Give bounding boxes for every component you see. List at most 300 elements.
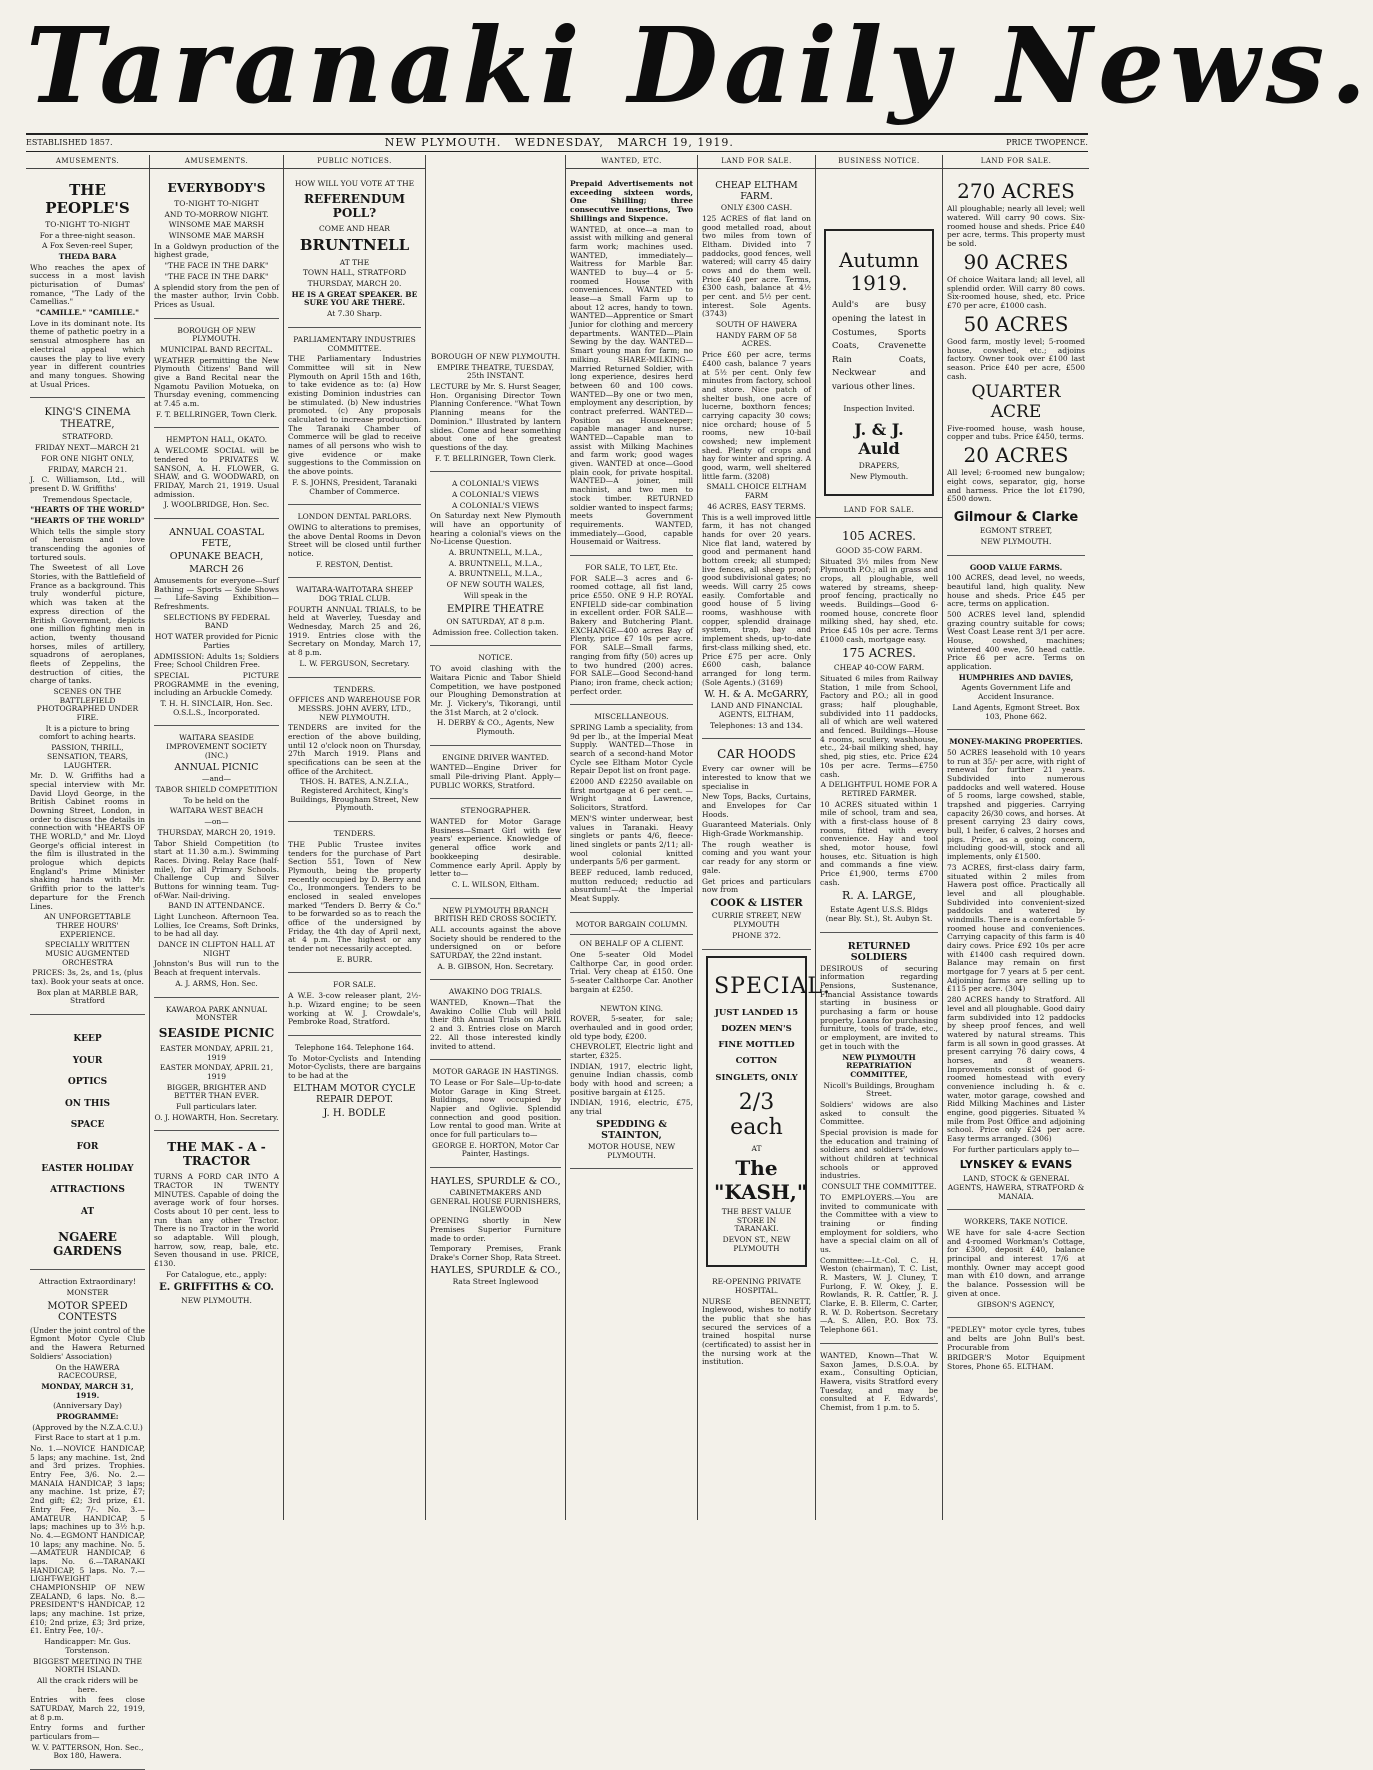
hospital-notice — [702, 1273, 811, 1375]
ad-line: "HEARTS OF THE WORLD" — [30, 515, 145, 525]
ad-line: BOROUGH OF NEW PLYMOUTH. — [430, 352, 561, 361]
ad-text: INDIAN, 1916, electric, £75, any trial — [570, 1098, 693, 1117]
ad-line: JUST LANDED 15 DOZEN MEN'S FINE MOTTLED COTTON SINGLETS, ONLY — [714, 1008, 799, 1083]
section-header: LAND FOR SALE. — [816, 504, 942, 518]
lynskey-ad — [947, 733, 1085, 1210]
ad-line: HUMPHRIES AND DAVIES, — [958, 672, 1074, 682]
ad-text: WANTED for Motor Garage Business—Smart Girl with few years' experience. Knowledge of general office work and bookkeeping desirable. Commence early April. Apply by letter to— — [430, 817, 561, 879]
ad-title: FOR SALE. — [333, 980, 376, 990]
ad-title: EMPIRE THEATRE — [446, 603, 545, 615]
ad-title: THE MAK - A - TRACTOR — [167, 1140, 266, 1169]
large-land-ad — [820, 524, 938, 933]
ad-title: MOTOR GARAGE IN HASTINGS. — [432, 1067, 559, 1077]
column-spacer — [430, 155, 561, 348]
ad-line: W. H. & A. McGARRY, — [704, 689, 809, 701]
ad-title: MONEY-MAKING PROPERTIES. — [949, 737, 1083, 747]
ad-text: WANTED—Engine Driver for small Pile-driving Plant. Apply— PUBLIC WORKS, Stratford. — [430, 763, 561, 790]
ad-line: F. T. BELLRINGER, Town Clerk. — [155, 409, 278, 419]
ad-text: Tabor Shield Competition (to start at 11.30 a.m.). Swimming Races. Diving. Relay Race (half-mile), for all Primary Schools. Challenge Cup and Silver Buttons for winning team. Tug-of-War. Nail-driving. — [154, 838, 279, 900]
ad-text: 280 ACRES handy to Stratford. All level and all ploughable. Good dairy farm subdivided into 12 paddocks by sheep proof fences, and well watered by natural streams. This farm is all sown in good grasses. At present carrying 76 dairy cows, 4 horses, and 8 weaners. Improvements consist of good 6-roomed homestead with every convenience including h. & c. water, motor garage, cowshed and Ridd Milking Machines and Lister engine, good piggeries. Situated ¾ mile from Post Office and adjoining school. Price only £24 per acre. Easy terms arranged. (306) — [947, 995, 1085, 1144]
ad-line: 46 ACRES, EASY TERMS. — [707, 501, 806, 511]
ad-title: 50 ACRES — [963, 311, 1069, 336]
ad-line: FRIDAY NEXT—MARCH 21 — [34, 443, 141, 453]
ad-line: MARCH 26 — [189, 564, 244, 575]
special-singlets-ad — [706, 956, 831, 1268]
ad-line: Admission free. Collection taken. — [432, 627, 559, 637]
ad-line: A. BRUNTNELL, M.L.A., — [448, 569, 543, 579]
ad-text: BRIDGER'S Motor Equipment Stores, Phone 65. ELTHAM. — [947, 1353, 1085, 1371]
ad-text: NURSE BENNETT, Inglewood, wishes to notify the public that she has secured the services of a trained hospital nurse (certificated) to assist her in the nursing work at the institution. — [702, 1296, 811, 1367]
ad-line: "HEARTS OF THE WORLD" — [30, 505, 145, 515]
industries-notice — [288, 331, 421, 505]
column-land-2 — [943, 155, 1089, 1520]
ad-line: Rata Street Inglewood — [452, 1276, 539, 1286]
ad-line: FRIDAY, MARCH 21. — [47, 464, 128, 474]
ad-line: ONLY £300 CASH. — [720, 203, 793, 213]
section-header: BUSINESS NOTICE. — [816, 155, 942, 169]
ad-line: SPECIALLY WRITTEN MUSIC AUGMENTED ORCHESTRA — [44, 940, 131, 967]
everybodys-ad — [154, 175, 279, 318]
ad-line: "CAMILLE." "CAMILLE." — [35, 308, 140, 318]
ad-title: GOOD VALUE FARMS. — [969, 562, 1063, 572]
ad-line: NEW PLYMOUTH. — [980, 536, 1052, 546]
ad-line: PHONE 372. — [732, 930, 781, 940]
ad-line: To be held on the — [183, 795, 250, 805]
ad-line: "THE FACE IN THE DARK" — [164, 271, 269, 281]
ad-line: HOT WATER provided for Picnic Parties — [154, 632, 279, 650]
stenographer-ad — [430, 802, 561, 898]
ad-title: Autumn 1919. — [838, 248, 920, 296]
ad-line: NEW PLYMOUTH REPATRIATION COMMITTEE, — [842, 1052, 916, 1079]
ad-line: THE BEST VALUE STORE IN TARANAKI. — [721, 1206, 792, 1234]
ad-line: AT THE — [339, 257, 370, 267]
ad-line: All the crack riders will be here. — [37, 1675, 138, 1694]
ad-text: THE Parliamentary Industries Committee will sit in New Plymouth on April 15th and 16th, to take evidence as to: (a) How existing Dominion industries can be stimulated. (b) New industries promoted. (c) Any proposals calculated to increase production. The Taranaki Chamber of Commerce will be glad to receive names of all persons who wish to give evidence or make suggestions to the Commission on the above points. — [288, 354, 421, 477]
ad-title: 90 ACRES — [963, 249, 1069, 274]
ad-text: SPECIAL PICTURE PROGRAMME in the evening, including an Arbuckle Comedy. — [154, 670, 279, 698]
ad-text: Amusements for everyone—Surf Bathing — Sports — Side Shows — Life-Saving Exhibition—Refreshments. — [154, 576, 279, 612]
ad-title: EMPIRE THEATRE, TUESDAY, 25th INSTANT. — [436, 362, 554, 381]
ad-line: E. GRIFFITHS & CO. — [159, 1282, 274, 1294]
ad-line: OPUNAKE BEACH, — [169, 550, 264, 562]
ad-line: PROGRAMME: — [56, 1411, 119, 1421]
ad-line: Will speak in the — [463, 590, 528, 600]
waitara-picnic-ad — [154, 729, 279, 997]
ad-line: SOUTH OF HAWERA — [715, 320, 798, 330]
ad-line: —on— — [204, 817, 229, 827]
ad-line: E. BURR. — [336, 954, 373, 964]
ad-title: MISCELLANEOUS. — [594, 712, 669, 722]
ad-text: On Saturday next New Plymouth will have an opportunity of hearing a colonial's views on the No-License Question. — [430, 511, 561, 547]
ad-line: TABOR SHIELD COMPETITION — [155, 785, 278, 795]
ad-line: GOOD 35-COW FARM. — [835, 545, 923, 555]
ad-line: L. W. FERGUSON, Secretary. — [299, 658, 410, 668]
band-recital-notice — [154, 322, 279, 429]
optician-notice — [820, 1347, 938, 1421]
ad-title: KING'S CINEMA THEATRE, — [44, 407, 131, 430]
eltham-farm-ad — [702, 175, 811, 739]
ad-line: HANDY FARM OF 58 ACRES. — [716, 330, 797, 349]
ploughing-notice — [430, 649, 561, 745]
rates-note: Prepaid Advertisements not exceeding sixteen words, One Shilling; three consecutive insertions, Two Shillings and Sixpence. — [570, 179, 693, 223]
eltham-motor-ad — [288, 1039, 421, 1128]
ad-line: WINSOME MAE MARSH — [168, 231, 265, 241]
ad-title: CAR HOODS — [717, 747, 796, 762]
ad-line: Estate Agent U.S.S. Bldgs (near Bly. St.), St. Aubyn St. — [825, 905, 933, 923]
ad-text: 500 ACRES level land, splendid grazing country suitable for cows; West Coast Lease rent 3/1 per acre. House, cowshed, machines; wintered 400 ewe, 50 head cattle. Price £6 per acre. Terms on application. — [947, 609, 1085, 672]
ad-title: MOTOR SPEED CONTESTS — [47, 1300, 128, 1324]
ad-line: CONSULT THE COMMITTEE. — [821, 1182, 937, 1192]
for-sale-ads — [570, 559, 693, 705]
ad-title: QUARTER ACRE — [971, 382, 1061, 423]
ad-title: ENGINE DRIVER WANTED. — [442, 752, 549, 762]
ad-line: A COLONIAL'S VIEWS — [451, 479, 540, 489]
ad-line: Handicapper: Mr. Gus. Torstenson. — [44, 1637, 131, 1655]
ad-text: Mr. D. W. Griffiths had a special interview with Mr. David Lloyd George, in the British Cabinet rooms in Downing Street, London, in order to discuss the details in connection with "HEARTS OF THE WORLD," and Mr. Lloyd George's official interest in the film is illustrated in the prologue which depicts England's Prime Minister shaking hands with Mr. Griffith prior to the latter's departure for the French Lines. — [30, 771, 145, 911]
dateline — [26, 133, 1088, 152]
ad-line: ANNUAL PICNIC — [174, 762, 259, 774]
ad-text: TO EMPLOYERS.—You are invited to communicate with the Committee with a view to training or finding employment for soldiers, who have a special claim on all of us. — [820, 1192, 938, 1254]
kawaroa-ad — [154, 1001, 279, 1132]
ad-line: A Fox Seven-reel Super, — [42, 241, 133, 251]
ad-text: FOURTH ANNUAL TRIALS, to be held at Waverley, Tuesday and Wednesday, March 25 and 26, 1919. Entries close with the Secretary on Monday, March 17, at 8 p.m. — [288, 604, 421, 658]
pedley-ad — [947, 1321, 1085, 1379]
ad-line: ON BEHALF OF A CLIENT. — [579, 939, 684, 949]
ad-line: Box plan at MARBLE BAR, Stratford — [36, 987, 139, 1006]
ad-line: BAND IN ATTENDANCE. — [168, 901, 265, 911]
ad-title: EVERYBODY'S — [167, 181, 266, 196]
ad-text: Five-roomed house, wash house, copper and tubs. Price £450, terms. — [947, 423, 1085, 442]
ad-text: ADMISSION: Adults 1s; Soldiers Free; School Children Free. — [154, 651, 279, 670]
ad-title: THE PEOPLE'S — [45, 181, 130, 217]
ad-text: Johnston's Bus will run to the Beach at frequent intervals. — [154, 959, 279, 978]
ad-text: This is a well improved little farm, it has not changed hands for over 20 years. Nice flat land, watered by good and permanent hand bottom creek; all stumped; live fences, all sheep proof; good subdivisional gates; no weeds. Will carry 25 cows easily. Comfortable and good house of 5 living rooms, washhouse with copper, splendid drainage system, trap, bay and implement sheds, up-to-date first-class milking shed, etc. Price £75 per acre. Only £600 cash, balance arranged for long term. (Sole Agents.) (3169) — [702, 512, 811, 687]
ad-line: HOW WILL YOU VOTE AT THE — [294, 179, 415, 189]
ad-title: RE-OPENING PRIVATE HOSPITAL. — [712, 1277, 801, 1295]
ad-text: Who reaches the apex of success in a most lavish picturisation of Dumas' romance, "The Lady of the Camellias." — [30, 262, 145, 307]
ad-line: On the HAWERA RACECOURSE, — [55, 1362, 120, 1381]
ad-text: £2000 AND £2250 available on first mortgage at 6 per cent. —Wright and Lawrence, Solicitors, Stratford. — [570, 777, 693, 813]
ad-title: WORKERS, TAKE NOTICE. — [964, 1217, 1068, 1227]
ad-text: SPRING Lamb a speciality, from 9d per lb., at the Imperial Meat Supply. WANTED—Those in search of a second-hand Motor Cycle see Eltham Motor Cycle Repair Depot list on front page. — [570, 722, 693, 776]
ad-text: The rough weather is coming and you want your car ready for any storm or gale. — [702, 839, 811, 875]
ad-line: A. BRUNTNELL, M.L.A., — [448, 558, 543, 568]
ad-line: CABINETMAKERS AND GENERAL HOUSE FURNISHERS, INGLEWOOD — [430, 1188, 561, 1215]
ad-line: ON SATURDAY, AT 8 p.m. — [446, 617, 545, 627]
ad-line: W. V. PATTERSON, Hon. Sec., Box 180, Hawera. — [31, 1742, 144, 1761]
ad-line: CHEAP 40-COW FARM. — [833, 663, 925, 673]
ad-text: A W.E. 3-cow releaser plant, 2½-h.p. Wizard engine; to be seen working at W. J. Crowdale's, Pembroke Road, Stratford. — [288, 991, 421, 1027]
ad-title: LONDON DENTAL PARLORS. — [297, 512, 412, 522]
public-trustee-notice — [288, 825, 421, 973]
ad-line: AT — [751, 1143, 762, 1153]
ad-text: OWING to alterations to premises, the above Dental Rooms in Devon Street will be closed until further notice. — [288, 522, 421, 558]
ad-title: WAITARA SEASIDE IMPROVEMENT SOCIETY (INC.) — [166, 733, 267, 760]
ad-line: Inspection Invited. — [843, 403, 915, 413]
ad-line: C. L. WILSON, Eltham. — [451, 879, 540, 889]
town-planning-notice — [430, 348, 561, 472]
ad-text: CHEVROLET, Electric light and starter, £325. — [570, 1042, 693, 1060]
ad-title: HEMPTON HALL, OKATO. — [165, 435, 268, 445]
ad-text: All level; 6-roomed new bungalow; eight cows, separator, gig, horse and harness. Price the lot £1790, £500 down. — [947, 468, 1085, 504]
gilmour-clarke-ad — [947, 175, 1085, 555]
ad-line: THOS. H. BATES, A.N.Z.I.A., Registered Architect, King's Buildings, Brougham Street, New Plymouth. — [290, 777, 419, 813]
humphries-ad — [947, 559, 1085, 731]
fete-ad — [154, 522, 279, 726]
ad-title: 20 ACRES — [963, 443, 1069, 468]
motor-bargain-ads — [570, 916, 693, 1169]
ad-line: O. J. HOWARTH, Hon. Secretary. — [154, 1112, 279, 1122]
ad-line: —and— — [201, 774, 232, 784]
ad-line: DRAPERS, — [858, 461, 900, 471]
ad-line: HAYLES, SPURDLE & CO., — [430, 1264, 561, 1276]
ad-line: AND TO-MORROW NIGHT. — [164, 209, 269, 219]
ad-text: The Sweetest of all Love Stories, with the Battlefield of France as a background. This truly wonderful picture, which was taken at the express direction of the British Government, depicts one million fighting men in action, twenty thousand horses, miles of artillery, squadrons of aeroplanes, fleets of Zeppelins, the destruction of cities, the charge of tanks. — [30, 563, 145, 686]
ad-title: SEASIDE PICNIC — [158, 1025, 275, 1040]
ad-line: LAND AND FINANCIAL AGENTS, ELTHAM, — [710, 701, 803, 719]
ad-text: A splendid story from the pen of the master author, Irvin Cobb. Prices as Usual. — [154, 282, 279, 309]
ad-line: THEDA BARA — [58, 251, 117, 261]
ad-line: MONDAY, MARCH 31, 1919. — [41, 1381, 134, 1400]
section-header: PUBLIC NOTICES. — [284, 155, 425, 169]
returned-soldiers-ad — [820, 936, 938, 1344]
column-business — [816, 155, 943, 1520]
section-header: AMUSEMENTS. — [150, 155, 283, 169]
newspaper-title: Taranaki Daily News. — [26, 4, 1373, 127]
lynskey-name: LYNSKEY & EVANS — [959, 1157, 1073, 1171]
ad-title: TENDERS. — [333, 684, 376, 694]
ad-line: SMALL CHOICE ELTHAM FARM — [706, 482, 807, 501]
ad-line: EASTER MONDAY, APRIL 21, 1919 — [159, 1063, 274, 1081]
ad-title: ELTHAM MOTOR CYCLE REPAIR DEPOT. — [293, 1082, 416, 1105]
section-header: LAND FOR SALE. — [943, 155, 1089, 169]
ad-text: 125 ACRES of flat land on good metalled road, about two miles from town of Eltham. Divided into 7 paddocks, good fences, well watered; will carry 45 dairy cows and do them well. Price £40 per acre. Terms, £300 cash, balance at 4½ per cent. and 5½ per cent. interest. Sole Agents. (3743) — [702, 213, 811, 319]
motor-contests-ad — [30, 1273, 145, 1770]
ad-text: ALL accounts against the above Society should be rendered to the undersigned on or before SATURDAY, the 22nd instant. — [430, 924, 561, 961]
ad-line: WAITARA WEST BEACH — [169, 806, 264, 816]
ad-text: Situated 6 miles from Railway Station, 1 mile from School, Factory and P.O.; all in good grass; half ploughable, subdivided into 11 paddocks, all of which are well watered and fenced. Buildings—House 4 rooms, scullery, washhouse, etc., 24-bail milking shed, hay shed, pig sties, etc. Price £24 10s per acre. Terms—£750 cash. — [820, 673, 938, 779]
hempton-notice — [154, 431, 279, 519]
ad-text: Every car owner will be interested to know that we specialise in — [702, 764, 811, 791]
ad-line: WINSOME MAE MARSH — [168, 220, 265, 230]
ad-text: FOR SALE—3 acres and 6-roomed cottage, all fist land, price £550. ONE 9 H.P. ROYAL ENFIELD side-car combination in excellent order. FOR SALE—Bakery and Butchering Plant. EXCHANGE—400 acres Bay of Plenty, price £7 10s per acre. FOR SALE—Small farms, ranging from fifty (50) acres up to two hundred (200) acres. FOR SALE—Good Second-hand Piano; iron frame, check action; perfect order. — [570, 573, 693, 696]
ad-title: RETURNED SOLDIERS — [847, 940, 911, 963]
ad-line: Telephone 164. Telephone 164. — [295, 1042, 414, 1052]
ad-line: At 7.30 Sharp. — [327, 309, 382, 319]
ad-line: GEORGE E. HORTON, Motor Car Painter, Hastings. — [431, 1140, 560, 1159]
ad-line: DANCE IN CLIFTON HALL AT NIGHT — [158, 940, 275, 958]
ad-line: EASTER MONDAY, APRIL 21, 1919 — [159, 1043, 274, 1062]
red-cross-notice — [430, 902, 561, 981]
ngaere-ad — [30, 1018, 145, 1270]
ad-title: AWAKINO DOG TRIALS. — [448, 987, 543, 997]
ad-line: J. WOOLBRIDGE, Hon. Sec. — [163, 500, 270, 510]
ad-title: MOTOR BARGAIN COLUMN. — [575, 919, 688, 929]
ad-text: Love in its dominant note. Its theme of pathetic poetry in a sensual atmosphere has an electrical appeal which causes the play to live every year in different countries and many tongues. Showing at Usual Prices. — [30, 318, 145, 389]
gilmour-clarke-name: Gilmour & Clarke — [953, 510, 1079, 526]
ad-text: No. 1.—NOVICE HANDICAP, 5 laps; any machine. 1st, 2nd and 3rd prizes. Trophies. Entry Fee, 3/6. No. 2.—MANAIA HANDICAP, 3 laps; any machine. 1st prize, £7; 2nd gift; £2; 3rd prize, £1. Entry Fee, 7/-. No. 3.—AMATEUR HANDICAP, 5 laps; machines up to 3½ h.p. No. 4.—EGMONT HANDICAP, 10 laps; any machine. No. 5.—AMATEUR HANDICAP, 6 laps. No. 6.—TARANAKI HANDICAP, 5 laps. No. 7.—LIGHT-WEIGHT CHAMPIONSHIP OF NEW ZEALAND, 6 laps. No. 8.—PRESIDENT'S HANDICAP, 12 laps; any machine. 1st prize, £10; 2nd prize, £3; 3rd prize, £1. Entry Fee, 10/-. — [30, 1444, 145, 1636]
ad-text: THE Public Trustee invites tenders for the purchase of Part Section 551, Town of New Plymouth, being the property recently occupied by D. Berry and Co., Ironmongers. Tenders to be enclosed in sealed envelopes marked "Tenders D. Berry & Co." to be forwarded so as to reach the office of the undersigned by Friday, the 4th day of April next, at 4 p.m. The highest or any tender not necessarily accepted. — [288, 839, 421, 954]
ad-text: "PEDLEY" motor cycle tyres, tubes and belts are John Bull's best. Procurable from — [947, 1325, 1085, 1352]
ad-line: A COLONIAL'S VIEWS — [451, 500, 540, 510]
ad-title: NEW PLYMOUTH BRANCH BRITISH RED CROSS SOCIETY. — [434, 905, 557, 924]
ad-line: STRATFORD. — [62, 432, 113, 442]
ad-line: Tremendous Spectacle, — [42, 494, 133, 504]
ad-line: TO-NIGHT TO-NIGHT — [174, 199, 259, 209]
ad-line: Land Agents, Egmont Street. Box 103, Phone 662. — [952, 702, 1080, 721]
ad-line: Nicoll's Buildings, Brougham Street. — [823, 1080, 935, 1099]
ad-line: A. B. GIBSON, Hon. Secretary. — [437, 961, 554, 971]
ad-text: Good farm, mostly level; 5-roomed house, cowshed, etc.; adjoins factory. Owner took over £100 last season. Price £40 per acre, £500 cash. — [947, 336, 1085, 381]
ad-line: BOROUGH OF NEW PLYMOUTH. — [177, 325, 256, 344]
ad-line: TO-NIGHT TO-NIGHT — [45, 219, 130, 229]
kash-store-name: The "KASH," — [714, 1156, 808, 1204]
ad-title: SPECIAL. — [714, 973, 831, 999]
ad-line: COOK & LISTER — [710, 897, 803, 909]
column-land-1 — [698, 155, 831, 1520]
ad-line: PRICES: 3s, 2s, and 1s, (plus tax). Book your seats at once. — [31, 968, 144, 987]
ad-text: WANTED, Known—That the Awakino Collie Club will hold their 8th Annual Trials on APRIL 2 and 3. Entries close on March 22. All those interested kindly invited to attend. — [430, 998, 561, 1051]
ad-line: PASSION, THRILL, SENSATION, TEARS, LAUGHTER. — [46, 743, 129, 770]
ad-line: SELECTIONS BY FEDERAL BAND — [163, 612, 270, 631]
ad-line: T. H. H. SINCLAIR, Hon. Sec. O.S.L.S., Incorporated. — [160, 698, 273, 717]
ad-text: Light Luncheon. Afternoon Tea. Lollies, Ice Creams, Soft Drinks, to be had all day. — [154, 912, 279, 939]
ad-text: Temporary Premises, Frank Drake's Corner Shop, Rata Street. — [430, 1244, 561, 1262]
ad-title: PARLIAMENTARY INDUSTRIES COMMITTEE. — [293, 334, 416, 353]
section-header: LAND FOR SALE. — [698, 155, 815, 169]
ad-text: Situated 3½ miles from New Plymouth P.O.; all in grass and crops, all ploughable, well watered by streams, sheep-proof fencing, practically no weeds. Buildings—Good 6-roomed house, concrete floor milking shed, hay shed, etc. Price £45 10s per acre. Terms £1000 cash, mortgage easy. — [820, 556, 938, 644]
ad-line: Telephones: 13 and 134. — [710, 720, 803, 730]
ad-line: MONSTER — [66, 1287, 109, 1297]
ad-text: TENDERS are invited for the erection of the above building, until 12 o'clock noon on Thursday, 27th March 1919. Plans and specifications can be seen at the office of the Architect. — [288, 723, 421, 776]
sheep-dog-notice — [288, 581, 421, 677]
auld-name: J. & J. Auld — [854, 420, 904, 458]
ad-text: Entries with fees close SATURDAY, March 22, 1919, at 8 p.m. — [30, 1695, 145, 1722]
ad-line: OFFICES AND WAREHOUSE FOR MESSRS. JOHN AVERY, LTD., NEW PLYMOUTH. — [288, 695, 421, 722]
ad-line: (Anniversary Day) — [53, 1401, 122, 1411]
ad-text: ROVER, 5-seater, for sale; overhauled and in good order, old type body, £200. — [570, 1014, 693, 1041]
ad-text: Committee:—Lt.-Col. C. H. Weston (chairman), T. C. List, R. Masters, W. J. Cluney, T. Furlong, F. W. Okey, J. E. Rowlands, R. R. Cattler, R. J. Clarke, E. B. Ellerm, C. Carter, R. W. D. Robertson. Secretary—A. S. Allen, P.O. Box 73. Telephone 661. — [820, 1255, 938, 1335]
ad-text: 10 ACRES situated within 1 mile of school, tram and sea, with a first-class house of 8 rooms, fitted with every convenience. Hay and tool shed, motor house, fowl houses, etc. Situation is high and commands a fine view. Price £1,900, terms £700 cash. — [820, 799, 938, 887]
ad-line: BIGGEST MEETING IN THE NORTH ISLAND. — [33, 1656, 142, 1675]
ad-line: F. S. JOHNS, President, Taranaki Chamber of Commerce. — [292, 477, 417, 496]
ad-text: DESIROUS of securing information regarding Pensions, Sustenance, Financial Assistance towards starting in business or purchasing a farm or house property, Loans for purchasing furniture, tools of trade, etc., or employment, are invited to get in touch with the — [820, 963, 938, 1051]
ad-line: SCENES ON THE BATTLEFIELD PHOTOGRAPHED UNDER FIRE. — [36, 687, 139, 723]
ad-text: Which tells the simple story of heroism and love transcending the agonies of tortured souls. — [30, 526, 145, 562]
ad-text: (Under the joint control of the Egmont Motor Cycle Club and the Hawera Returned Soldiers' Association) — [30, 1325, 145, 1361]
column-amusements-2 — [150, 155, 284, 1520]
ad-line: F. T. BELLRINGER, Town Clerk. — [434, 453, 557, 463]
ad-line: J. H. BODLE — [323, 1107, 386, 1119]
column-public-notices-1 — [284, 155, 426, 1520]
ad-title: REFERENDUM POLL? — [303, 191, 406, 220]
ad-text: Soldiers' widows are also asked to consult the Committee. — [820, 1099, 938, 1127]
column-wanted — [566, 155, 698, 1520]
ad-title: ANNUAL COASTAL FETE, — [169, 526, 264, 549]
peoples-ad — [30, 175, 145, 398]
ad-line: CURRIE STREET, NEW PLYMOUTH — [711, 911, 802, 930]
car-hoods-ad — [702, 742, 811, 949]
ad-text: All ploughable; nearly all level; well watered. Will carry 90 cows. Six-roomed house and sheds. Price £40 per acre, terms. This property must be sold. — [947, 204, 1085, 249]
ad-title: MUNICIPAL BAND RECITAL. — [160, 344, 273, 354]
ad-line: OF NEW SOUTH WALES, — [446, 580, 545, 590]
ad-line: H. DERBY & CO., Agents, New Plymouth. — [436, 718, 555, 736]
ad-text: MEN'S winter underwear, best values in Taranaki. Heavy singlets or pants 4/6, fleece-lined singlets or pants 2/11; all-wool colonial knitted underpants 5/6 per garment. — [570, 813, 693, 867]
ad-line: MOTOR HOUSE, NEW PLYMOUTH. — [587, 1141, 676, 1160]
ad-text: A WELCOME SOCIAL will be tendered to PRIVATES W. SANSON, A. H. FLOWER, G. SHAW, and G. WOODWARD, on FRIDAY, March 21, 1919. Usual admission. — [154, 446, 279, 499]
optics-stack: KEEP YOUR OPTICS ON THIS SPACE FOR EASTER HOLIDAY ATTRACTIONS AT — [41, 1034, 134, 1217]
garage-hastings-ad — [430, 1063, 561, 1168]
ad-text: 100 ACRES, dead level, no weeds, beautiful land, high quality. New house and sheds. Price £45 per acre, terms on application. — [947, 573, 1085, 609]
ad-line: SPEDDING & STAINTON, — [596, 1118, 667, 1141]
colonial-views-ad — [430, 475, 561, 646]
ad-line: EGMONT STREET, — [979, 526, 1053, 536]
ad-line: Attraction Extraordinary! — [39, 1277, 136, 1287]
dental-notice — [288, 508, 421, 578]
ad-line: AN UNFORGETTABLE THREE HOURS' EXPERIENCE. — [44, 912, 131, 939]
wanted-ads — [570, 175, 693, 556]
referendum-ad — [288, 175, 421, 328]
ad-line: (Approved by the N.Z.A.C.U.) — [32, 1422, 143, 1432]
tractor-ad — [154, 1134, 279, 1313]
ad-line: For further particulars apply to— — [952, 1144, 1080, 1154]
ad-line: COME AND HEAR — [319, 223, 390, 233]
ad-text: Price £60 per acre, terms £400 cash, balance 7 years at 5½ per cent. Only few minutes from factory, school and store. Nice patch of shelter bush, one acre of lucerne, boxthorn fences; carrying capacity 30 cows; nice orchard; house of 5 rooms, new 10-bail cowshed; new implement shed. Plenty of crops and hay for winter and spring. A good, warm, well sheltered little farm. (3208) — [702, 350, 811, 481]
kings-ad — [30, 401, 145, 1015]
ad-text: To Motor-Cyclists and Intending Motor-Cyclists, there are bargains to be had at the — [288, 1053, 421, 1080]
ad-line: It is a picture to bring comfort to aching hearts. — [39, 723, 136, 742]
ad-line: THURSDAY, MARCH 20. — [307, 279, 402, 289]
ad-line: THURSDAY, MARCH 20, 1919. — [157, 827, 276, 837]
ad-title: STENOGRAPHER. — [460, 806, 531, 816]
ad-text: INDIAN, 1917, electric light, genuine Indian chassis, comb body with hood and screen; a positive bargain at £125. — [570, 1061, 693, 1097]
ad-line: BIGGER, BRIGHTER AND BETTER THAN EVER. — [166, 1082, 267, 1101]
ad-line: For a three-night season. — [39, 230, 136, 240]
ad-text: Of choice Waitara land; all level, all splendid order. Will carry 80 cows. Six-roomed house, shed, etc. Price £70 per acre, £1000 cash. — [947, 274, 1085, 310]
speaker-name: BRUNTNELL — [299, 236, 410, 255]
ad-line: Agents Government Life and Accident Insurance. — [961, 683, 1071, 702]
misc-ads — [570, 708, 693, 912]
singlets-price: 2/3 each — [730, 1089, 783, 1141]
ad-title: HAYLES, SPURDLE & CO., — [430, 1176, 561, 1188]
for-sale-notice — [288, 976, 421, 1035]
ad-line: R. A. LARGE, — [841, 889, 917, 903]
ad-text: BEEF reduced, lamb reduced, mutton reduced; reductio ad absurdum!—At the Imperial Meat Supply. — [570, 867, 693, 904]
auld-ad — [824, 229, 934, 496]
ad-line: GIBSON'S AGENCY, — [977, 1299, 1055, 1309]
ad-text: TO avoid clashing with the Waitara Picnic and Tabor Shield Competition, we have postponed our Ploughing Demonstration at Mr. J. Vickery's, Tikorangi, until the 31st March, at 2 o'clock. — [430, 664, 561, 717]
section-header: AMUSEMENTS. — [26, 155, 149, 169]
ad-title: 105 ACRES. — [842, 528, 916, 543]
ad-text: One 5-seater Old Model Calthorpe Car, in good order. Trial. Very cheap at £150. One 5-seater Calthorpe Car. Another bargain at £250. — [570, 950, 693, 994]
column-amusements-1 — [26, 155, 150, 1761]
place-date: NEW PLYMOUTH. WEDNESDAY, MARCH 19, 1919. — [384, 135, 734, 149]
ad-title: NOTICE. — [478, 653, 513, 663]
engine-driver-ad — [430, 749, 561, 800]
workers-notice — [947, 1213, 1085, 1318]
ad-line: First Race to start at 1 p.m. — [34, 1433, 141, 1443]
ad-line: NEW PLYMOUTH. — [181, 1295, 252, 1305]
ad-text: 73 ACRES, first-class dairy farm, situated within 2 miles from Hawera post office. Practically all level and all ploughable. Subdivided into convenient-sized paddocks and watered by windmills. There is a comfortable 5-roomed house and conveniences. Carrying capacity of this farm is 40 dairy cows. Price £92 10s per acre with £1400 cash required down. Balance may remain on first mortgage for 7 years at 5 per cent. Adjoining farms are selling up to £115 per acre. (304) — [947, 862, 1085, 994]
ad-title: CHEAP ELTHAM FARM. — [715, 180, 798, 203]
ad-line: New Plymouth. — [849, 472, 909, 482]
ad-line: DEVON ST., NEW PLYMOUTH — [722, 1234, 791, 1253]
ad-line: F. RESTON, Dentist. — [315, 559, 393, 569]
masthead — [26, 0, 1373, 130]
ad-line: KAWAROA PARK ANNUAL MONSTER — [165, 1004, 268, 1023]
ad-text: WANTED, Known—That W. Saxon James, D.S.O.A. by exam., Consulting Optician, Hawera, visits Stratford every Tuesday, and may be consulted at F. Edwards', Chemist, from 1 p.m. to 5. — [820, 1350, 938, 1412]
ad-text: WE have for sale 4-acre Section and 4-roomed Workman's Cottage, for £300, deposit £40, balance principal and interest 17/6 at monthly. Owner may accept good man with £10 down, and arrange the balance. Possession will be given at once. — [947, 1228, 1085, 1298]
